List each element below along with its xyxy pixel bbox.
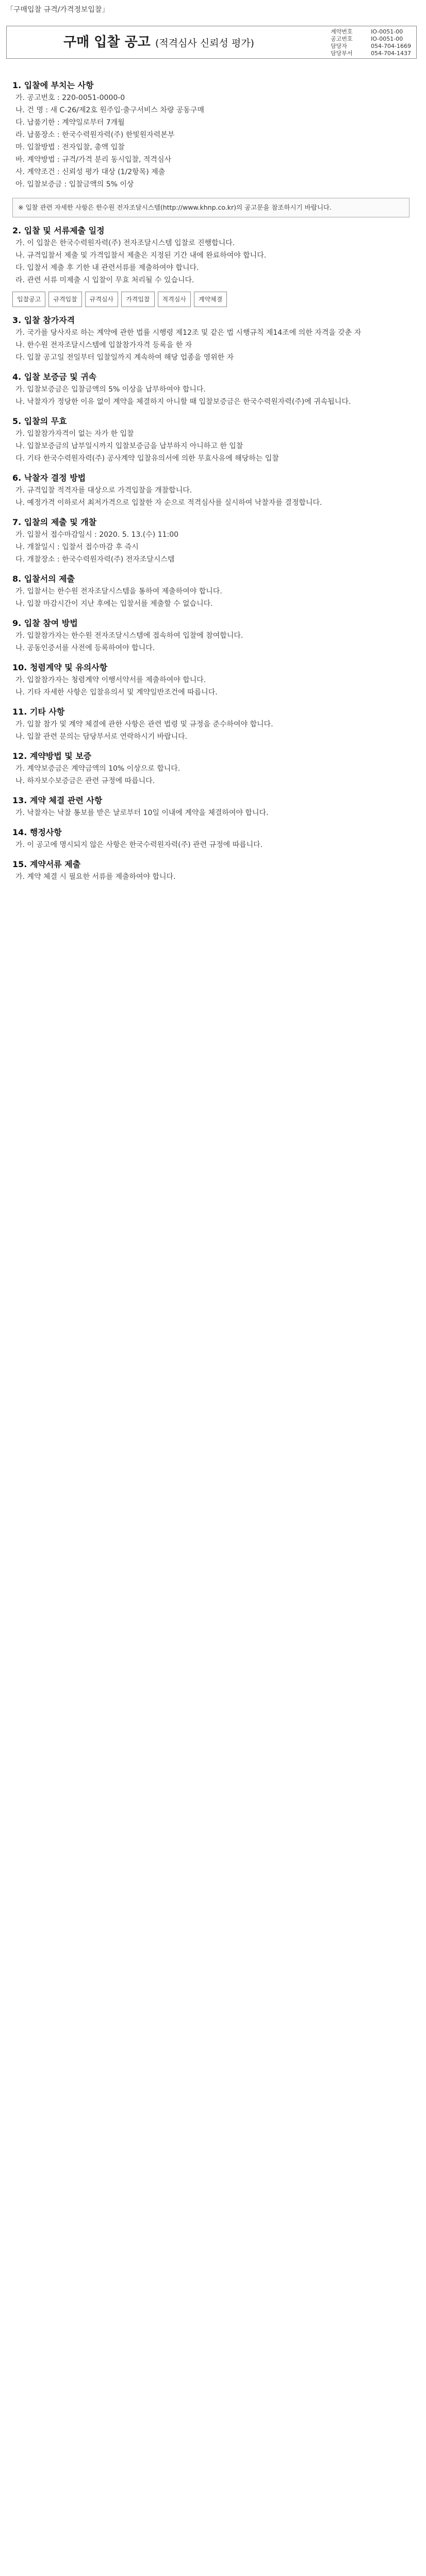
section-line: 가. 이 공고에 명시되지 않은 사항은 한국수력원자력(주) 관련 규정에 따릅니다.	[15, 841, 263, 849]
section-heading: 2. 입찰 및 서류제출 일정	[12, 226, 105, 235]
section-line: 나. 입찰보증금의 납부일시까지 입찰보증금을 납부하지 아니하고 한 입찰	[15, 442, 243, 450]
section-line: 가. 입찰서 접수마감일시 : 2020. 5. 13.(수) 11:00	[15, 531, 179, 539]
section-line: 나. 한수원 전자조달시스템에 입찰참가자격 등록을 한 자	[15, 341, 192, 349]
info-row	[331, 36, 411, 43]
section-line: 나. 예정가격 이하로서 최저가격으로 입찰한 자 순으로 적격심사를 실시하여 낙찰자를 결정합니다.	[15, 499, 322, 507]
info-value: IO-0051-00	[371, 28, 403, 35]
section-line: 라. 납품장소 : 한국수력원자력(주) 한빛원자력본부	[15, 131, 175, 139]
top-note: 「구매입찰 규격/가격정보입찰」	[6, 6, 109, 14]
flow-step: 규격입찰	[48, 292, 81, 307]
section-line: 가. 국가를 당사자로 하는 계약에 관한 법률 시행령 제12조 및 같은 법 시행규칙 제14조에 의한 자격을 갖춘 자	[15, 329, 362, 337]
section-line: 나. 건 명 : 새 C-26/제2호 원주입·출구서비스 차량 공동구매	[15, 106, 204, 114]
section-line: 다. 기타 한국수력원자력(주) 공사계약 입찰유의서에 의한 무효사유에 해당하는 입찰	[15, 454, 279, 463]
section-line: 가. 입찰참가자는 청렴계약 이행서약서를 제출하여야 합니다.	[15, 676, 206, 684]
section-line: 다. 개찰장소 : 한국수력원자력(주) 전자조달시스템	[15, 555, 175, 564]
info-row	[331, 43, 411, 50]
section-heading: 4. 입찰 보증금 및 귀속	[12, 372, 97, 382]
section-line: 가. 입찰서는 한수원 전자조달시스템을 통하여 제출하여야 합니다.	[15, 587, 222, 596]
section-line: 가. 입찰보증금은 입찰금액의 5% 이상을 납부하여야 합니다.	[15, 385, 206, 394]
flow-step: 적격심사	[158, 292, 191, 307]
section-heading: 13. 계약 체결 관련 사항	[12, 795, 103, 805]
section-heading: 8. 입찰서의 제출	[12, 574, 75, 584]
info-box	[331, 28, 411, 57]
section-line: 가. 입찰참가자는 한수원 전자조달시스템에 접속하여 입찰에 참여합니다.	[15, 632, 243, 640]
section-line: 나. 낙찰자가 정당한 이유 없이 계약을 체결하지 아니할 때 입찰보증금은 한국수력원자력(주)에 귀속됩니다.	[15, 398, 351, 406]
section-heading: 6. 낙찰자 결정 방법	[12, 473, 86, 483]
info-label: 담당자	[331, 43, 347, 49]
section-line: 라. 관련 서류 미제출 시 입찰이 무효 처리될 수 있습니다.	[15, 276, 194, 284]
section-line: 나. 입찰 관련 문의는 담당부서로 연락하시기 바랍니다.	[15, 733, 188, 741]
section-line: 나. 입찰 마감시간이 지난 후에는 입찰서를 제출할 수 없습니다.	[15, 600, 213, 608]
section-heading: 12. 계약방법 및 보증	[12, 751, 92, 761]
section-line: 가. 공고번호 : 220-0051-0000-0	[15, 94, 125, 102]
document-title	[63, 31, 254, 50]
section-line: 가. 입찰참가자격이 없는 자가 한 입찰	[15, 430, 134, 438]
section-heading: 3. 입찰 참가자격	[12, 315, 75, 325]
section-line: 나. 공동인증서를 사전에 등록하여야 합니다.	[15, 644, 155, 652]
title-main: 구매 입찰 공고	[63, 35, 151, 50]
section-line: 가. 입찰 참가 및 계약 체결에 관한 사항은 관련 법령 및 규정을 준수하여야 합니다.	[15, 720, 273, 728]
flow-step: 계약체결	[194, 292, 227, 307]
section-heading: 10. 청렴계약 및 유의사항	[12, 663, 108, 672]
section-line: 가. 이 입찰은 한국수력원자력(주) 전자조달시스템 입찰로 진행합니다.	[15, 239, 235, 247]
section-line: 가. 계약 체결 시 필요한 서류를 제출하여야 합니다.	[15, 873, 176, 881]
process-flow	[12, 292, 409, 307]
note-box: ※ 입찰 관련 자세한 사항은 한수원 전자조달시스템(http://www.khnp.co.kr)의 공고문을 참조하시기 바랍니다.	[12, 198, 409, 217]
info-label: 공고번호	[331, 36, 353, 42]
section-line: 다. 입찰 공고일 전일부터 입찰일까지 계속하여 해당 업종을 영위한 자	[15, 353, 234, 362]
section-line: 가. 계약보증금은 계약금액의 10% 이상으로 합니다.	[15, 765, 181, 773]
section-line: 바. 계약방법 : 규격/가격 분리 동시입찰, 적격심사	[15, 156, 171, 164]
flow-step: 입찰공고	[12, 292, 45, 307]
section-line: 가. 규격입찰 적격자를 대상으로 가격입찰을 개찰합니다.	[15, 486, 192, 495]
section-line: 가. 낙찰자는 낙찰 통보를 받은 날로부터 10일 이내에 계약을 체결하여야 합니다.	[15, 809, 269, 817]
section-line: 아. 입찰보증금 : 입찰금액의 5% 이상	[15, 180, 134, 189]
section-heading: 1. 입찰에 부치는 사항	[12, 80, 94, 90]
info-row	[331, 28, 411, 36]
document-body	[12, 72, 409, 883]
section-line: 나. 개찰일시 : 입찰서 접수마감 후 즉시	[15, 543, 139, 551]
info-value: IO-0051-00	[371, 36, 403, 42]
section-line: 마. 입찰방법 : 전자입찰, 총액 입찰	[15, 143, 125, 151]
section-heading: 15. 계약서류 제출	[12, 859, 81, 869]
section-line: 다. 납품기한 : 계약일로부터 7개월	[15, 118, 125, 127]
section-line: 나. 하자보수보증금은 관련 규정에 따릅니다.	[15, 777, 155, 785]
section-line: 사. 계약조건 : 신뢰성 평가 대상 (1/2항목) 제출	[15, 168, 166, 176]
info-value: 054-704-1669	[371, 43, 411, 49]
section-heading: 7. 입찰의 제출 및 개찰	[12, 517, 97, 527]
section-line: 다. 입찰서 제출 후 기한 내 관련서류를 제출하여야 합니다.	[15, 264, 199, 272]
flow-step: 규격심사	[85, 292, 118, 307]
section-heading: 5. 입찰의 무효	[12, 416, 67, 426]
info-label: 계약번호	[331, 28, 353, 35]
title-bar	[6, 26, 417, 59]
info-row	[331, 50, 411, 57]
info-value: 054-704-1437	[371, 50, 411, 57]
section-heading: 9. 입찰 참여 방법	[12, 618, 78, 628]
section-heading: 11. 기타 사항	[12, 707, 65, 717]
info-label: 담당부서	[331, 50, 353, 57]
flow-step: 가격입찰	[121, 292, 154, 307]
section-line: 나. 기타 자세한 사항은 입찰유의서 및 계약일반조건에 따릅니다.	[15, 688, 218, 697]
section-line: 나. 규격입찰서 제출 및 가격입찰서 제출은 지정된 기간 내에 완료하여야 합니다.	[15, 251, 267, 260]
title-sub: (적격심사 신뢰성 평가)	[155, 38, 254, 49]
section-heading: 14. 행정사항	[12, 827, 62, 837]
